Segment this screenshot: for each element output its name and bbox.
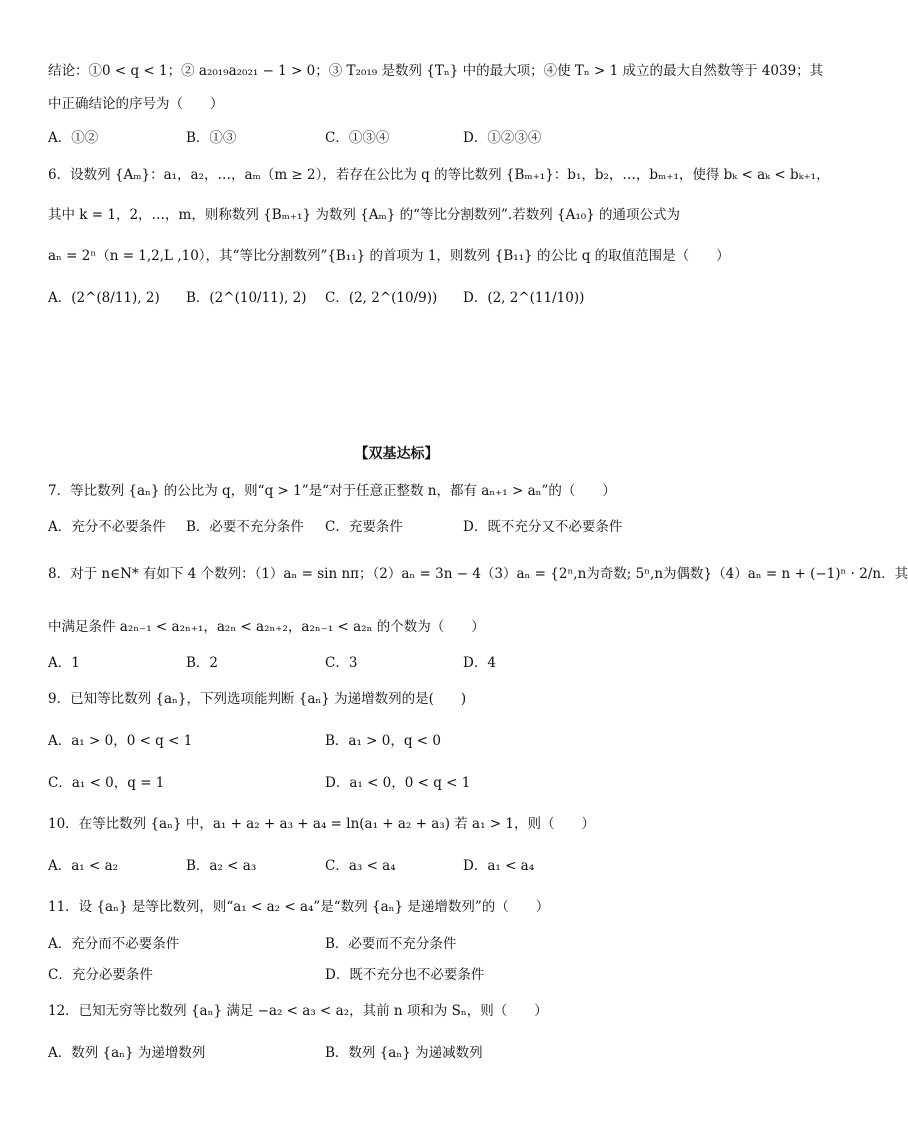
q10-option-d: D．a₁ < a₄ [463, 858, 535, 874]
q7-option-b: B．必要不充分条件 [186, 519, 304, 535]
q8-option-b: B．2 [186, 655, 219, 671]
q11-option-a: A．充分而不必要条件 [48, 936, 180, 952]
q11-option-c: C．充分必要条件 [48, 967, 153, 983]
q12-option-a: A．数列 {aₙ} 为递增数列 [48, 1045, 206, 1061]
q8-option-d: D．4 [463, 655, 496, 671]
q6-option-a: A．(2^(8/11), 2) [48, 290, 160, 306]
q9-stem: 9．已知等比数列 {aₙ}，下列选项能判断 {aₙ} 为递增数列的是( ) [48, 691, 467, 707]
q9-option-d: D．a₁ < 0，0 < q < 1 [325, 775, 471, 791]
q12-option-b: B．数列 {aₙ} 为递减数列 [325, 1045, 483, 1061]
q12-stem: 12．已知无穷等比数列 {aₙ} 满足 −a₂ < a₃ < a₂，其前 n 项和为 Sₙ，则（ ） [48, 1003, 548, 1019]
q11-option-d: D．既不充分也不必要条件 [325, 967, 485, 983]
q8-line-2: 中满足条件 a₂ₙ₋₁ < a₂ₙ₊₁，a₂ₙ < a₂ₙ₊₂，a₂ₙ₋₁ < a₂ₙ 的个数为（ ） [48, 619, 485, 635]
q6-line-2: 其中 k = 1，2，…，m，则称数列 {Bₘ₊₁} 为数列 {Aₘ} 的“等比分割数列”.若数列 {A₁₀} 的通项公式为 [48, 207, 681, 223]
q6-option-b: B．(2^(10/11), 2) [186, 290, 307, 306]
q7-option-c: C．充要条件 [325, 519, 403, 535]
q6-line-1: 6．设数列 {Aₘ}：a₁，a₂，…，aₘ（m ≥ 2），若存在公比为 q 的等比数列 {Bₘ₊₁}：b₁，b₂，…，bₘ₊₁，使得 bₖ < aₖ < bₖ₊₁， [48, 167, 830, 183]
q7-option-a: A．充分不必要条件 [48, 519, 166, 535]
q9-option-b: B．a₁ > 0，q < 0 [325, 733, 441, 749]
q9-option-c: C．a₁ < 0，q = 1 [48, 775, 165, 791]
section-heading: 【双基达标】 [354, 446, 439, 462]
q11-stem: 11．设 {aₙ} 是等比数列，则“a₁ < a₂ < a₄”是“数列 {aₙ} 是递增数列”的（ ） [48, 899, 550, 915]
q5-conclusion-line-1: 结论：①0 < q < 1；② a₂₀₁₉a₂₀₂₁ − 1 > 0；③ T₂₀₁₉ 是数列 {Tₙ} 中的最大项；④使 Tₙ > 1 成立的最大自然数等于 4039；其 [48, 63, 824, 79]
q11-option-b: B．必要而不充分条件 [325, 936, 457, 952]
q6-option-c: C．(2, 2^(10/9)) [325, 290, 438, 306]
q5-option-a: A．①② [48, 130, 99, 146]
q8-option-c: C．3 [325, 655, 358, 671]
q10-option-a: A．a₁ < a₂ [48, 858, 119, 874]
q7-option-d: D．既不充分又不必要条件 [463, 519, 623, 535]
q5-option-d: D．①②③④ [463, 130, 542, 146]
q9-option-a: A．a₁ > 0，0 < q < 1 [48, 733, 193, 749]
q5-option-b: B．①③ [186, 130, 237, 146]
q10-option-b: B．a₂ < a₃ [186, 858, 257, 874]
q7-stem: 7．等比数列 {aₙ} 的公比为 q，则“q > 1”是“对于任意正整数 n，都有 aₙ₊₁ > aₙ”的（ ） [48, 483, 616, 499]
q8-line-1: 8．对于 n∈N* 有如下 4 个数列：（1）aₙ = sin nπ；（2）aₙ = 3n − 4（3）aₙ = {2ⁿ,n为奇数; 5ⁿ,n为偶数}（4）aₙ = n + (−1)ⁿ · 2/n．其 [48, 566, 908, 582]
q8-option-a: A．1 [48, 655, 80, 671]
q10-option-c: C．a₃ < a₄ [325, 858, 396, 874]
q6-line-3: aₙ = 2ⁿ（n = 1,2,L ,10），其“等比分割数列”{B₁₁} 的首项为 1，则数列 {B₁₁} 的公比 q 的取值范围是（ ） [48, 248, 730, 264]
q5-option-c: C．①③④ [325, 130, 390, 146]
q5-conclusion-line-2: 中正确结论的序号为（ ） [48, 96, 224, 112]
q6-option-d: D．(2, 2^(11/10)) [463, 290, 585, 306]
q10-stem: 10．在等比数列 {aₙ} 中，a₁ + a₂ + a₃ + a₄ = ln(a₁ + a₂ + a₃) 若 a₁ > 1，则（ ） [48, 816, 595, 832]
